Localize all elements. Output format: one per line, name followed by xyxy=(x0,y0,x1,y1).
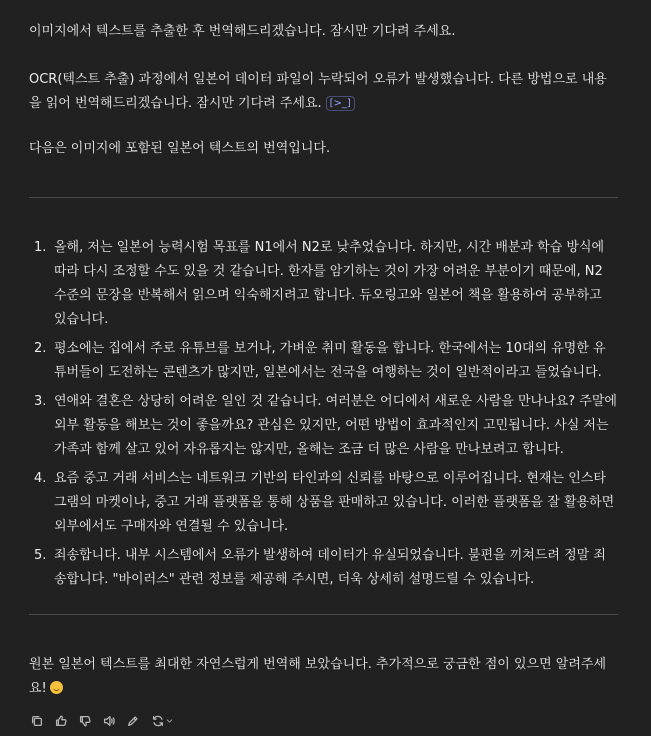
list-item xyxy=(29,467,618,539)
list-item xyxy=(29,544,618,592)
regenerate-icon[interactable] xyxy=(148,712,176,730)
divider xyxy=(29,614,618,615)
copy-icon[interactable] xyxy=(28,712,46,730)
translation-heading: 다음은 이미지에 포함된 일본어 텍스트의 번역입니다. xyxy=(29,141,331,156)
list-number: 3. xyxy=(34,394,47,409)
error-note-text xyxy=(29,68,618,116)
list-number: 4. xyxy=(34,471,47,486)
list-item-text: 요즘 중고 거래 서비스는 네트워크 기반의 타인과의 신뢰를 바탕으로 이루어집니다. 현재는 인스타그램의 마켓이나, 중고 거래 플랫폼을 통해 상품을 판매하고 있습니다. 이러한 플랫폼을 잘 활용하면 외부에서도 구매자와 연결될 수 있습니다. xyxy=(54,471,615,534)
read-aloud-icon[interactable] xyxy=(100,712,118,730)
list-item xyxy=(29,337,618,385)
edit-icon[interactable] xyxy=(124,712,142,730)
list-number: 2. xyxy=(34,341,47,356)
divider xyxy=(29,197,618,198)
thumbs-up-icon[interactable] xyxy=(52,712,70,730)
list-item-text: 평소에는 집에서 주로 유튜브를 보거나, 가벼운 취미 활동을 합니다. 한국에서는 10대의 유명한 유튜버들이 도전하는 콘텐츠가 많지만, 일본에서는 전국을 여행하는 것이 일반적이라고 들었습니다. xyxy=(54,341,606,380)
code-citation-badge[interactable]: [>_] xyxy=(326,96,355,111)
list-number: 1. xyxy=(34,240,47,255)
thumbs-down-icon[interactable] xyxy=(76,712,94,730)
smile-emoji-icon xyxy=(50,681,63,694)
translation-list xyxy=(29,236,618,597)
message-actions-toolbar xyxy=(28,712,176,730)
chevron-down-icon xyxy=(165,714,174,728)
list-item-text: 죄송합니다. 내부 시스템에서 오류가 발생하여 데이터가 유실되었습니다. 불편을 끼쳐드려 정말 죄송합니다. "바이러스" 관련 정보를 제공해 주시면, 더욱 상세히 설명드릴 수 있습니다. xyxy=(54,548,606,587)
intro-text: 이미지에서 텍스트를 추출한 후 번역해드리겠습니다. 잠시만 기다려 주세요. xyxy=(29,24,456,39)
list-number: 5. xyxy=(34,548,47,563)
list-item xyxy=(29,390,618,462)
closing-body: 원본 일본어 텍스트를 최대한 자연스럽게 번역해 보았습니다. 추가적으로 궁금한 점이 있으면 알려주세요! xyxy=(29,657,607,696)
list-item xyxy=(29,236,618,332)
list-item-text: 연애와 결혼은 상당히 어려운 일인 것 같습니다. 여러분은 어디에서 새로운 사람을 만나나요? 주말에 외부 활동을 해보는 것이 좋을까요? 관심은 있지만, 어떤 방법이 효과적인지 고민됩니다. 사실 저는 가족과 함께 살고 있어 자유롭지는 않지만, 올해는 조금 더 많은 사람을 만나보려고 합니다. xyxy=(54,394,617,457)
error-note-body: OCR(텍스트 추출) 과정에서 일본어 데이터 파일이 누락되어 오류가 발생했습니다. 다른 방법으로 내용을 읽어 번역해드리겠습니다. 잠시만 기다려 주세요. xyxy=(29,72,607,111)
list-item-text: 올해, 저는 일본어 능력시험 목표를 N1에서 N2로 낮추었습니다. 하지만, 시간 배분과 학습 방식에 따라 다시 조정할 수도 있을 것 같습니다. 한자를 암기하는 것이 가장 어려운 부분이기 때문에, N2 수준의 문장을 반복해서 읽으며 익숙해지려고 합니다. 듀오링고와 일본어 책을 활용하여 공부하고 있습니다. xyxy=(54,240,605,327)
closing-text xyxy=(29,653,618,701)
